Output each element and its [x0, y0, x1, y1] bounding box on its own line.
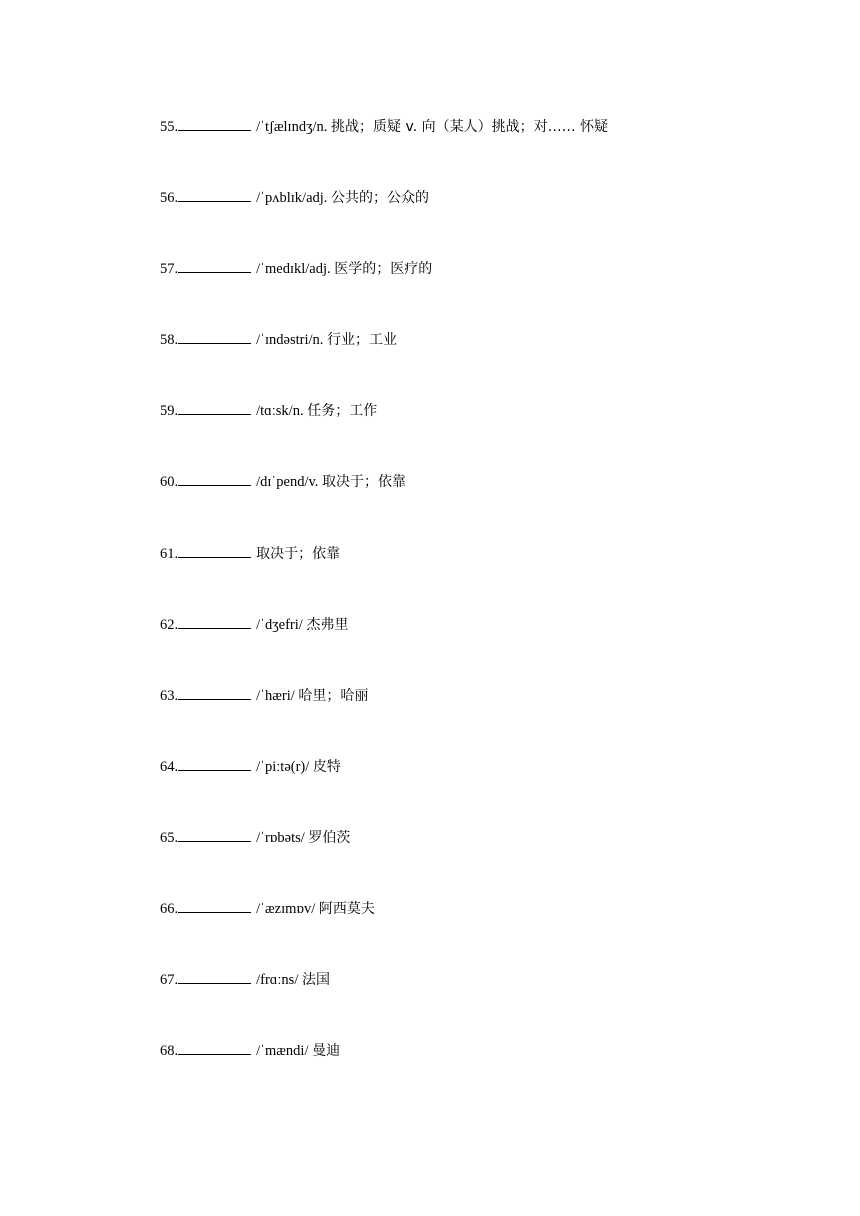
answer-blank[interactable]: [178, 116, 251, 131]
item-phonetic: /ˈɪndəstri/: [256, 332, 313, 349]
vocab-item: [160, 115, 800, 186]
vocab-item: [160, 470, 800, 541]
item-meaning: 哈里；哈丽: [298, 687, 369, 704]
item-meaning: 公共的；公众的: [331, 190, 430, 207]
item-number: 59.: [160, 403, 179, 420]
answer-blank[interactable]: [178, 969, 251, 984]
item-number: 64.: [160, 758, 179, 775]
answer-blank[interactable]: [178, 471, 251, 486]
vocab-item: [160, 1039, 800, 1110]
answer-blank[interactable]: [178, 543, 251, 558]
item-number: 55.: [160, 119, 179, 135]
item-number: 66.: [160, 901, 179, 918]
vocab-item: [160, 186, 800, 257]
answer-blank[interactable]: [178, 898, 251, 913]
vocab-item: [160, 755, 800, 826]
vocab-item: [160, 542, 800, 613]
item-number: 58.: [160, 332, 179, 349]
item-meaning: 杰弗里: [306, 616, 349, 633]
answer-blank[interactable]: [178, 827, 251, 842]
item-phonetic: /tɑːsk/: [256, 403, 293, 420]
item-phonetic: /ˈdʒefri/: [256, 616, 303, 633]
item-meaning: 取决于；依靠: [256, 545, 341, 562]
vocab-item: [160, 399, 800, 470]
item-number: 67.: [160, 972, 179, 989]
item-phonetic: /ˈmændi/: [256, 1043, 309, 1060]
item-pos: n.: [312, 332, 324, 349]
item-number: 62.: [160, 616, 179, 633]
item-phonetic: /ˈpiːtə(r)/: [256, 758, 310, 775]
item-phonetic: /dɪˈpend/: [256, 474, 309, 491]
item-number: 65.: [160, 829, 179, 846]
item-pos: adj.: [309, 261, 331, 278]
item-pos: n.: [316, 119, 328, 135]
vocab-item: [160, 613, 800, 684]
item-phonetic: /ˈtʃælɪndʒ/: [256, 119, 317, 135]
item-meaning: 行业；工业: [327, 332, 398, 349]
item-phonetic: /frɑːns/: [256, 972, 299, 989]
item-phonetic: /ˈmedɪkl/: [256, 261, 310, 278]
item-meaning: 任务；工作: [307, 403, 378, 420]
item-pos: adj.: [306, 190, 328, 207]
item-meaning: 阿西莫夫: [318, 901, 375, 918]
answer-blank[interactable]: [178, 329, 251, 344]
item-phonetic: /ˈpʌblɪk/: [256, 190, 307, 207]
item-number: 60.: [160, 474, 179, 491]
item-meaning: 罗伯茨: [308, 829, 351, 846]
vocab-item: [160, 684, 800, 755]
item-number: 68.: [160, 1043, 179, 1060]
answer-blank[interactable]: [178, 685, 251, 700]
vocab-item: [160, 968, 800, 1039]
item-pos: n.: [292, 403, 304, 420]
item-meaning: 皮特: [312, 758, 341, 775]
vocabulary-list: [160, 115, 800, 1110]
answer-blank[interactable]: [178, 258, 251, 273]
item-meaning: 取决于；依靠: [322, 474, 407, 491]
answer-blank[interactable]: [178, 614, 251, 629]
item-number: 56.: [160, 190, 179, 207]
answer-blank[interactable]: [178, 756, 251, 771]
answer-blank[interactable]: [178, 400, 251, 415]
item-meaning: 医学的；医疗的: [334, 261, 433, 278]
item-phonetic: /ˈhæri/: [256, 687, 295, 704]
vocab-item: [160, 897, 800, 968]
item-phonetic: /ˈæzɪmɒv/: [256, 901, 316, 918]
item-meaning: 挑战；质疑 v. 向（某人）挑战；对…… 怀疑: [331, 119, 609, 135]
item-phonetic: /ˈrɒbəts/: [256, 829, 305, 846]
answer-blank[interactable]: [178, 187, 251, 202]
item-number: 61.: [160, 545, 179, 562]
vocab-item: [160, 257, 800, 328]
item-pos: v.: [308, 474, 319, 491]
item-meaning: 曼迪: [312, 1043, 341, 1060]
item-number: 63.: [160, 687, 179, 704]
vocab-item: [160, 826, 800, 897]
item-meaning: 法国: [301, 972, 330, 989]
item-number: 57.: [160, 261, 179, 278]
vocab-item: [160, 328, 800, 399]
answer-blank[interactable]: [178, 1040, 251, 1055]
